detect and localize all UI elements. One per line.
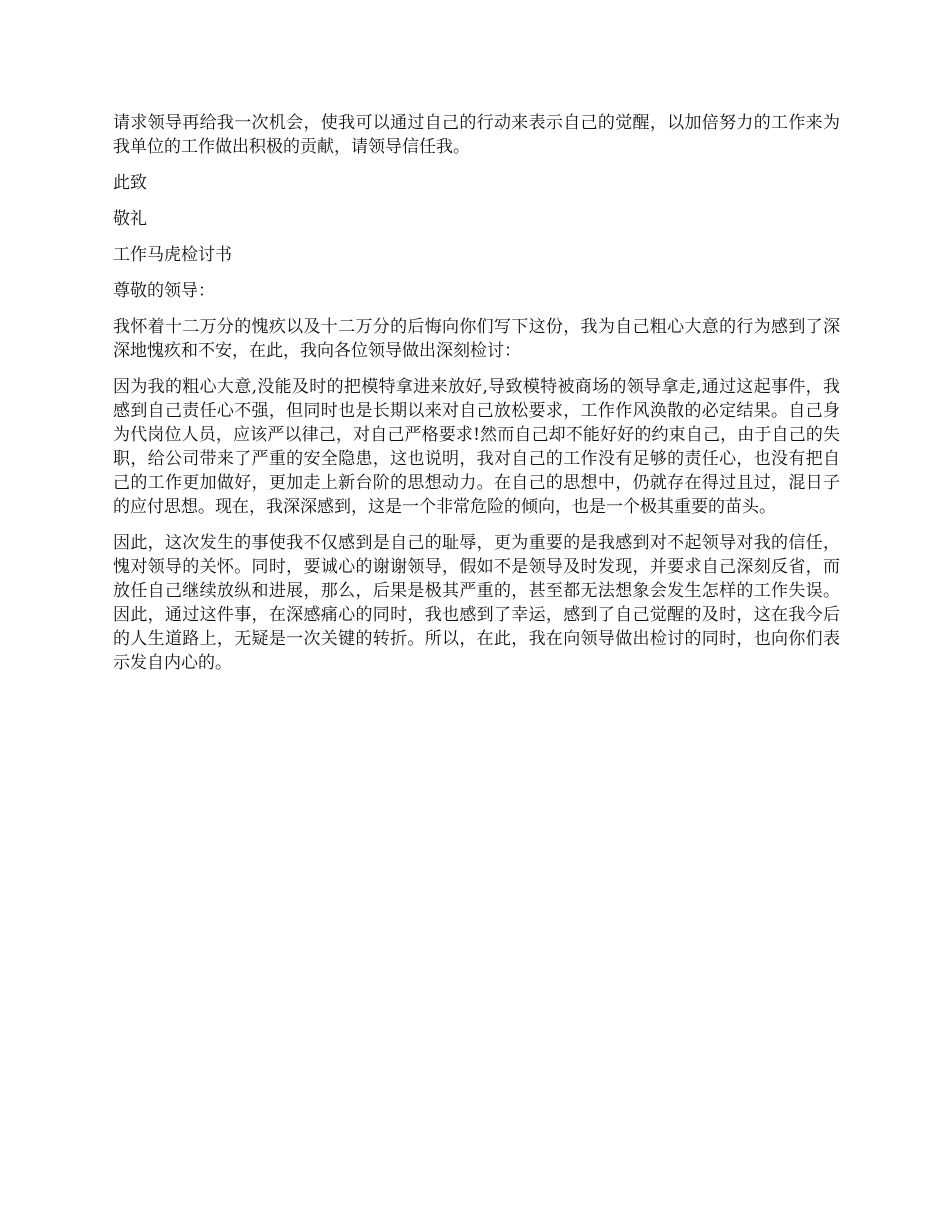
salutation-jingli: 敬礼 xyxy=(113,209,147,229)
greeting: 尊敬的领导： xyxy=(113,281,215,301)
closing-request-paragraph: 请求领导再给我一次机会，使我可以通过自己的行动来表示自己的觉醒，以加倍努力的工作来为我单位的工作做出积极的贡献，请领导信任我。 xyxy=(113,113,840,157)
intro-paragraph: 我怀着十二万分的愧疚以及十二万分的后悔向你们写下这份，我为自己粗心大意的行为感到了深深地愧疚和不安，在此，我向各位领导做出深刻检讨： xyxy=(113,317,840,361)
document-title: 工作马虎检讨书 xyxy=(113,245,232,265)
document-body xyxy=(113,111,840,687)
salutation-cizhi: 此致 xyxy=(113,173,147,193)
incident-paragraph: 因为我的粗心大意,没能及时的把模特拿进来放好,导致模特被商场的领导拿走,通过这起事件，我感到自己责任心不强，但同时也是长期以来对自己放松要求，工作作风涣散的必定结果。自己身为代岗位人员，应该严以律己，对自己严格要求!然而自己却不能好好的约束自己，由于自己的失职，给公司带来了严重的安全隐患，这也说明，我对自己的工作没有足够的责任心，也没有把自己的工作更加做好，更加走上新台阶的思想动力。在自己的思想中，仍就存在得过且过，混日子的应付思想。现在，我深深感到，这是一个非常危险的倾向，也是一个极其重要的苗头。 xyxy=(113,377,840,517)
reflection-paragraph: 因此，这次发生的事使我不仅感到是自己的耻辱，更为重要的是我感到对不起领导对我的信任，愧对领导的关怀。同时，要诚心的谢谢领导，假如不是领导及时发现，并要求自己深刻反省，而放任自己继续放纵和进展，那么，后果是极其严重的，甚至都无法想象会发生怎样的工作失误。因此，通过这件事，在深感痛心的同时，我也感到了幸运，感到了自己觉醒的及时，这在我今后的人生道路上，无疑是一次关键的转折。所以，在此，我在向领导做出检讨的同时，也向你们表示发自内心的。 xyxy=(113,533,840,673)
